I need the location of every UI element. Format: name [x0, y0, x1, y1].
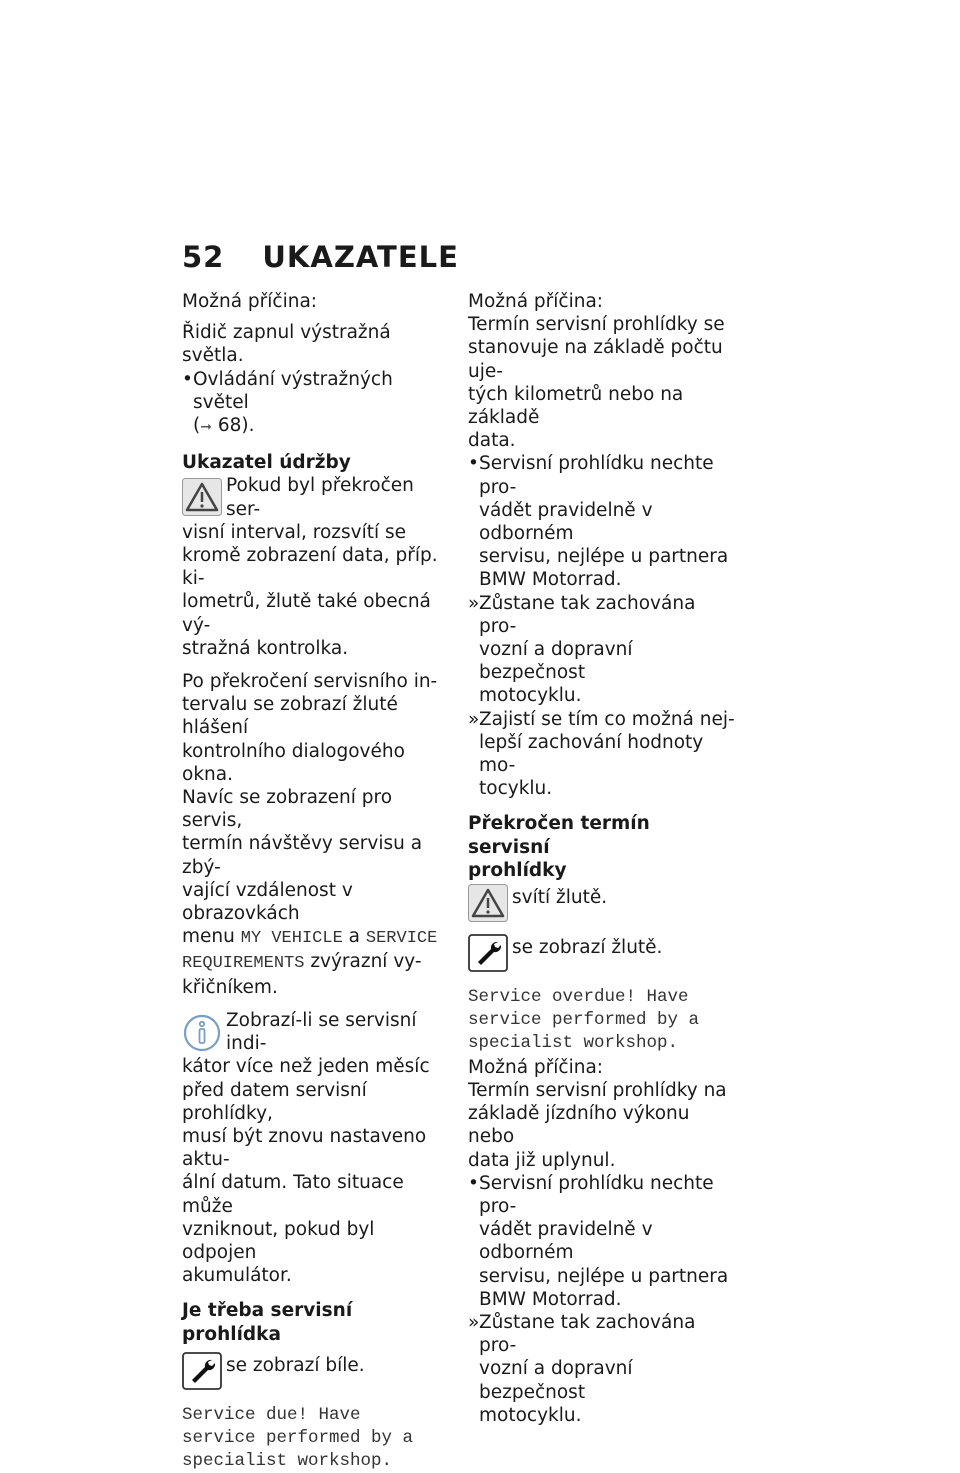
ref-open: (: [193, 415, 201, 437]
text-line: termín návštěvy servisu a zbý-: [182, 833, 423, 878]
message-line: service performed by a: [182, 1427, 414, 1448]
page-title: UKAZATELE: [262, 240, 459, 274]
cause-label: Možná příčina:: [182, 291, 318, 312]
heading-line: prohlídky: [468, 859, 567, 881]
text-line: tých kilometrů nebo na základě: [468, 383, 684, 429]
info-paragraph: [182, 1009, 450, 1287]
text-line: servisu, nejlépe u partnera: [479, 546, 729, 568]
bullet-text: Ovládání výstražných světel: [193, 368, 393, 413]
text-line: Navíc se zobrazení pro servis,: [182, 787, 393, 832]
cause-label: Možná příčina:: [468, 291, 604, 312]
cause-text: [468, 1079, 736, 1172]
bullet-item: [468, 1172, 736, 1311]
text-line: Servisní prohlídku nechte pro-: [479, 453, 714, 498]
text-line: musí být znovu nastaveno aktu-: [182, 1125, 427, 1171]
cause-text: [468, 313, 736, 452]
overdue-wrench-row: [468, 934, 736, 972]
cause-text: Řidič zapnul výstražná světla.: [182, 322, 391, 367]
text-line: před datem servisní prohlídky,: [182, 1079, 367, 1124]
text-line: visní interval, rozsvítí se: [182, 521, 407, 543]
text-line: Zůstane tak zachována pro-: [479, 1311, 696, 1357]
message-line: service performed by a: [468, 1010, 700, 1031]
text-line: Po překročení servisního in-: [182, 671, 438, 693]
warning-triangle-icon: [182, 478, 222, 516]
text-fragment: a: [348, 926, 361, 948]
text-line: vozní a dopravní bezpečnost: [479, 1358, 633, 1403]
text-line: tervalu se zobrazí žluté hlášení: [182, 694, 398, 739]
text-line: základě jízdního výkonu nebo: [468, 1103, 690, 1148]
bullet-marker: •: [468, 1172, 479, 1194]
text-line: vádět pravidelně v odborném: [479, 1219, 653, 1264]
text-fragment: zvýrazní vy-: [310, 951, 422, 973]
text-line: tocyklu.: [479, 778, 553, 800]
text-line: křičníkem.: [182, 976, 278, 998]
bullet-item: [468, 452, 736, 591]
text-line: stražná kontrolka.: [182, 637, 349, 659]
message-line: Service overdue! Have: [468, 987, 689, 1008]
result-marker: »: [468, 592, 480, 614]
text-line: vající vzdálenost v obrazovkách: [182, 879, 353, 925]
menu-name-my-vehicle: MY VEHICLE: [240, 929, 343, 949]
cause-label: Možná příčina:: [468, 1056, 604, 1078]
text-line: Zajistí se tím co možná nej-: [479, 708, 735, 730]
message-line: specialist workshop.: [182, 1451, 393, 1472]
text-line: kromě zobrazení data, příp. ki-: [182, 545, 438, 590]
service-overdue-message: [468, 986, 736, 1056]
text-fragment: menu: [182, 926, 235, 948]
paragraph-display: [182, 670, 450, 999]
text-line: motocyklu.: [479, 685, 582, 707]
bullet-marker: •: [468, 453, 479, 475]
message-line: Service due! Have: [182, 1404, 361, 1425]
message-line: specialist workshop.: [468, 1033, 679, 1054]
text-line: BMW Motorrad.: [479, 569, 622, 591]
text-line: vzniknout, pokud byl odpojen: [182, 1218, 375, 1263]
wrench-icon: [182, 1352, 222, 1390]
warning-triangle-icon: [468, 884, 508, 922]
left-column: [182, 290, 450, 1473]
icon-caption: svítí žlutě.: [512, 887, 608, 909]
result-item: [468, 592, 736, 708]
overdue-warning-row: [468, 884, 736, 922]
service-due-message: [182, 1404, 450, 1473]
text-line: Servisní prohlídku nechte pro-: [479, 1172, 714, 1217]
icon-caption: se zobrazí žlutě.: [512, 937, 663, 959]
text-line: kontrolního dialogového okna.: [182, 740, 405, 785]
icon-caption: se zobrazí bíle.: [226, 1354, 365, 1376]
page-number: 52: [182, 240, 225, 274]
page-ref-arrow-icon[interactable]: ➞: [200, 419, 212, 436]
result-item: [468, 1311, 736, 1427]
text-line: ální datum. Tato situace může: [182, 1172, 404, 1217]
service-due-icon-row: [182, 1352, 450, 1390]
right-column: [468, 290, 736, 1427]
result-marker: »: [468, 708, 480, 730]
text-line: akumulátor.: [182, 1265, 292, 1287]
wrench-icon: [468, 934, 508, 972]
text-line: Pokud byl překročen ser-: [226, 475, 414, 520]
heading-service-due: Je třeba servisní prohlídka: [182, 1300, 353, 1345]
warning-paragraph: [182, 474, 450, 660]
text-line: Termín servisní prohlídky se: [468, 314, 725, 336]
menu-name-requirements: REQUIREMENTS: [182, 954, 305, 974]
text-line: Termín servisní prohlídky na: [468, 1079, 727, 1101]
text-line: Zobrazí-li se servisní indi-: [226, 1009, 417, 1055]
bullet-item: [182, 368, 450, 440]
text-line: BMW Motorrad.: [479, 1288, 622, 1310]
page-heading: [182, 240, 459, 274]
result-marker: »: [468, 1311, 480, 1333]
text-line: Zůstane tak zachována pro-: [479, 592, 696, 637]
text-line: data již uplynul.: [468, 1149, 616, 1171]
heading-maintenance: Ukazatel údržby: [182, 452, 351, 474]
text-line: servisu, nejlépe u partnera: [479, 1265, 729, 1287]
text-line: lepší zachování hodnoty mo-: [479, 731, 704, 777]
text-line: vozní a dopravní bezpečnost: [479, 639, 633, 684]
info-icon: [182, 1013, 222, 1053]
bullet-marker: •: [182, 368, 193, 390]
heading-line: Překročen termín servisní: [468, 813, 650, 858]
text-line: stanovuje na základě počtu uje-: [468, 337, 723, 382]
page-ref[interactable]: 68).: [217, 415, 255, 437]
result-item: [468, 708, 736, 801]
heading-overdue: [468, 812, 736, 882]
text-line: kátor více než jeden měsíc: [182, 1056, 430, 1078]
text-line: lometrů, žlutě také obecná vý-: [182, 591, 431, 636]
text-line: data.: [468, 430, 516, 452]
text-line: vádět pravidelně v odborném: [479, 499, 653, 545]
menu-name-service: SERVICE: [365, 929, 438, 949]
text-line: motocyklu.: [479, 1404, 582, 1426]
